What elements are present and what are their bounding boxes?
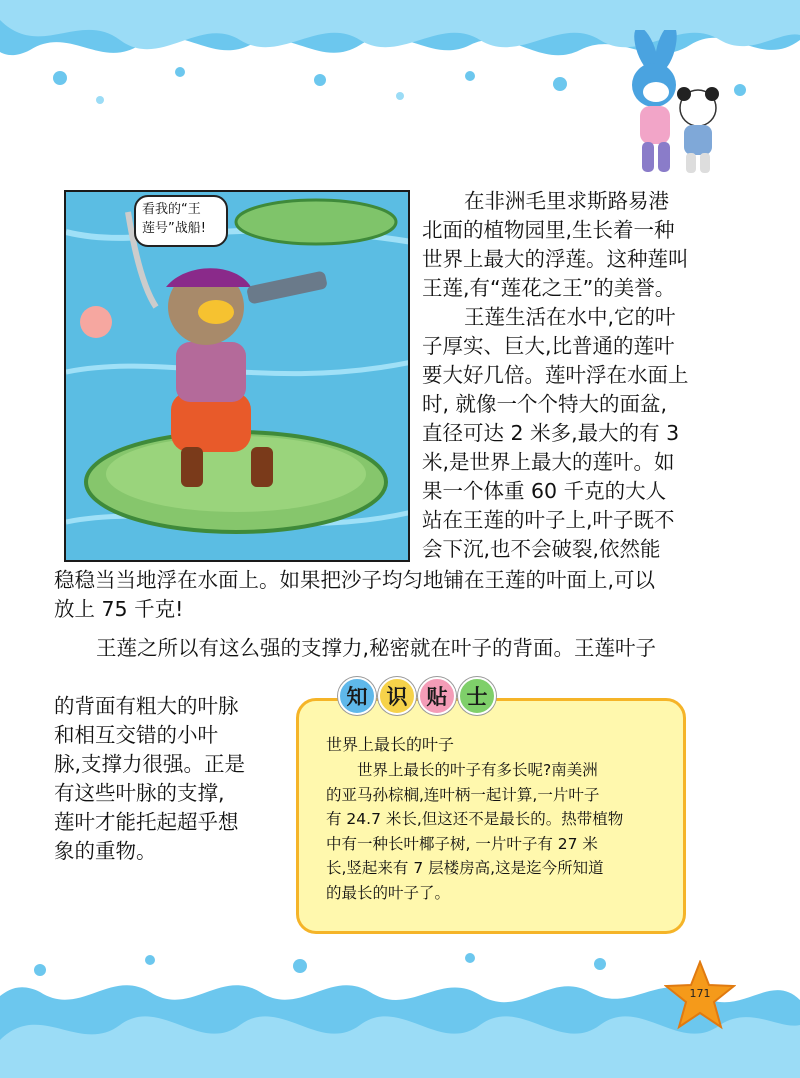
tip-line: 的最长的叶子了。 <box>326 883 451 902</box>
text-line: 米,是世界上最大的莲叶。如 <box>422 450 675 474</box>
text-line: 会下沉,也不会破裂,依然能 <box>422 537 661 561</box>
text-line: 脉,支撑力很强。正是 <box>54 752 246 776</box>
text-line: 有这些叶脉的支撑, <box>54 781 225 805</box>
comic-illustration <box>64 190 410 562</box>
text-line: 王莲之所以有这么强的支撑力,秘密就在叶子的背面。王莲叶子 <box>96 636 657 660</box>
page-number-badge <box>664 960 736 1030</box>
knowledge-tip-header <box>338 677 496 717</box>
tip-line: 的亚马孙棕榈,连叶柄一起计算,一片叶子 <box>326 785 600 804</box>
text-line: 北面的植物园里,生长着一种 <box>422 218 675 242</box>
text-line: 王莲,有“莲花之王”的美誉。 <box>422 276 676 300</box>
mascot-characters <box>598 30 768 180</box>
article-paragraph-1 <box>422 187 692 564</box>
article-paragraph-3-wrap <box>54 692 264 866</box>
tip-line: 中有一种长叶椰子树, 一片叶子有 27 米 <box>326 834 598 853</box>
text-line: 站在王莲的叶子上,叶子既不 <box>422 508 675 532</box>
text-line: 的背面有粗大的叶脉 <box>54 694 239 718</box>
article-paragraph-2 <box>54 566 694 624</box>
text-line: 果一个体重 60 千克的大人 <box>422 479 667 503</box>
text-line: 放上 75 千克! <box>54 597 184 621</box>
tip-title: 世界上最长的叶子 <box>326 735 455 754</box>
tip-header-char: 贴 <box>418 677 456 715</box>
text-line: 世界上最大的浮莲。这种莲叫 <box>422 247 689 271</box>
text-line: 要大好几倍。莲叶浮在水面上 <box>422 363 689 387</box>
tip-body <box>326 758 676 905</box>
text-line: 和相互交错的小叶 <box>54 723 218 747</box>
speech-bubble <box>134 195 228 247</box>
speech-line: 莲号”战船! <box>142 221 206 236</box>
tip-header-char: 识 <box>378 677 416 715</box>
tip-line: 有 24.7 米长,但这还不是最长的。热带植物 <box>326 810 624 828</box>
text-line: 子厚实、巨大,比普通的莲叶 <box>422 334 675 358</box>
text-line: 象的重物。 <box>54 839 157 863</box>
tip-line: 长,竖起来有 7 层楼房高,这是迄今所知道 <box>326 859 604 877</box>
page-number: 171 <box>689 987 711 1000</box>
text-line: 稳稳当当地浮在水面上。如果把沙子均匀地铺在王莲的叶面上,可以 <box>54 568 656 592</box>
text-line: 莲叶才能托起超乎想 <box>54 810 239 834</box>
tip-line: 世界上最长的叶子有多长呢?南美洲 <box>357 761 598 779</box>
speech-line: 看我的“王 <box>142 202 201 217</box>
tip-header-char: 士 <box>458 677 496 715</box>
text-line: 王莲生活在水中,它的叶 <box>464 305 676 329</box>
text-line: 时, 就像一个个特大的面盆, <box>422 392 668 416</box>
text-line: 直径可达 2 米多,最大的有 3 <box>422 421 680 445</box>
article-paragraph-3 <box>54 634 694 663</box>
text-line: 在非洲毛里求斯路易港 <box>464 189 669 213</box>
tip-header-char: 知 <box>338 677 376 715</box>
